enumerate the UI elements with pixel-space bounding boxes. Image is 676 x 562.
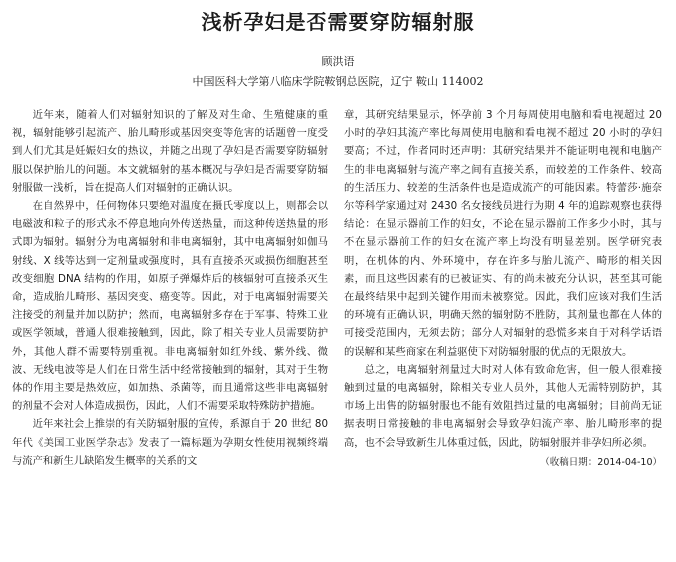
right-column: [344, 106, 662, 472]
received-date: （收稿日期：2014-04-10）: [540, 456, 662, 468]
paragraph-radiation-types: 在自然界中，任何物体只要绝对温度在摄氏零度以上，则都会以电磁波和粒子的形式永不停息地向外传送热量，而这种传送热量的形式即为辐射。辐射分为电离辐射和非电离辐射，其中电离辐射如伽马射线、X 线等达到一定剂量或强度时，具有直接杀灭或损伤细胞甚至改变细胞 DNA 结构的作用，如原子弹爆炸后的核辐射可直接杀灭生命，造成胎儿畸形、基因突变、癌变等。因此，对于电离辐射需要关注接受的剂量并加以防护；然而，电离辐射多存在于军事、特殊工业或医学领域，普通人很难接触到，因此，除了相关专业人员需要防护外，其他人群不需要特别重视。非电离辐射如红外线、紫外线、微波、无线电波等是人们在日常生活中经常接触到的辐射，其对于生物体的作用主要是热效应，如加热、杀菌等，而且通常这些非电离辐射的剂量不会对人体造成损伤，因此，人们不需要采取特殊防护措施。: [12, 200, 328, 413]
author-affiliation: 中国医科大学第八临床学院鞍钢总医院，辽宁 鞍山 114002: [192, 75, 484, 88]
paragraph-history: 近年来社会上推崇的有关防辐射服的宣传，系源自于 20 世纪 80 年代《美国工业医学杂志》发表了一篇标题为孕期女性使用视频终端与流产和新生儿缺陷发生概率的关系的文: [12, 418, 328, 467]
article-title: 浅析孕妇是否需要穿防辐射服: [201, 10, 475, 34]
author-name: 顾洪语: [321, 55, 355, 68]
paragraph-intro: 近年来，随着人们对辐射知识的了解及对生命、生殖健康的重视，辐射能够引起流产、胎儿畸形或基因突变等危害的话题曾一度受到人们尤其是妊娠妇女的热议，并随之出现了孕妇是否需要穿防辐射服以保护胎儿的问题。本文就辐射的基本概况与孕妇是否需要穿防辐射服做一浅析，旨在提高人们对辐射的正确认识。: [12, 109, 328, 194]
paragraph-research: 章，其研究结果显示，怀孕前 3 个月每周使用电脑和看电视超过 20 小时的孕妇其流产率比每周使用电脑和看电视不超过 20 小时的孕妇要高；不过，作者同时还声明：其研究结果并不能证明电视和电脑产生的非电离辐射与流产率之间有直接关系，而较差的工作条件、较高的生活压力、较差的生活条件也是造成流产的可能因素。特蕾莎·施奈尔等科学家通过对 2430 名女接线员进行为期 4 年的追踪观察也获得结论：在显示器前工作的妇女，不论在显示器前工作多少小时，其与不在显示器前工作的妇女在流产率上均没有明显差别。医学研究表明，在机体的内、外环境中，存在许多与胎儿流产、畸形的相关因素，而且这些因素有的已被证实、有的尚未被充分认识，甚至其可能在最终结果中起到关键作用而未被察觉。因此，我们应该对我们生活的环境有正确认识，明确天然的辐射防不胜防，其剂量也都在人体的可接受范围内，无须去防；部分人对辐射的恐慌多来自于对科学话语的误解和某些商家在利益驱使下对防辐射服的优点的无限放大。: [344, 109, 662, 358]
left-column: [12, 106, 328, 470]
paragraph-conclusion: 总之，电离辐射剂量过大时对人体有致命危害，但一般人很难接触到过量的电离辐射，除相关专业人员外，其他人无需特别防护，其市场上出售的防辐射服也不能有效阻挡过量的电离辐射；目前尚无证据表明日常接触的非电离辐射会导致孕妇流产率、胎儿畸形率的提高，也不会导致新生儿体重过低，因此，防辐射服并非孕妇所必须。: [344, 363, 662, 449]
